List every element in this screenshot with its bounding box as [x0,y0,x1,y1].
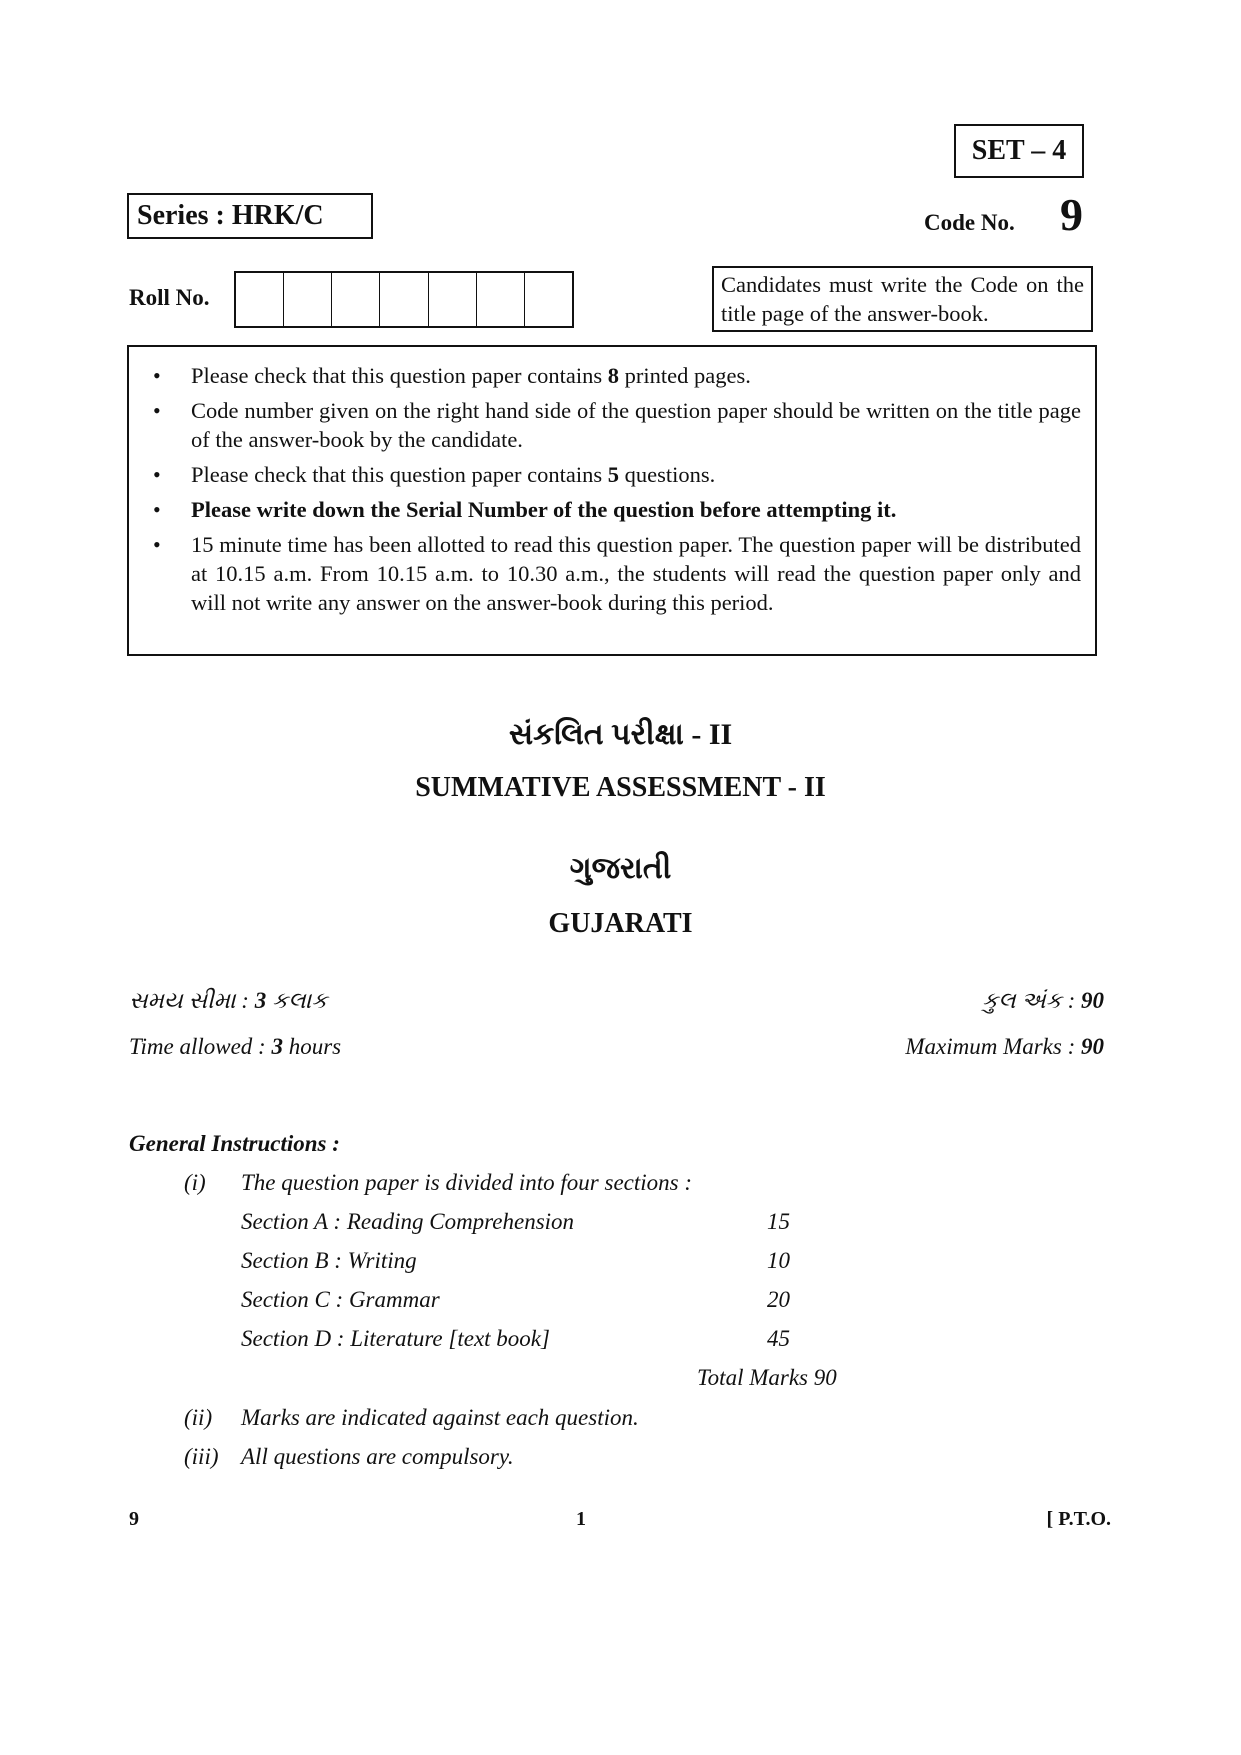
instruction-text: Marks are indicated against each question. [241,1405,639,1430]
roll-number-box[interactable] [477,273,525,326]
instructions-box [127,345,1097,656]
footer-code: 9 [129,1508,139,1530]
code-value: 9 [1060,189,1083,240]
set-label: SET – 4 [954,124,1084,178]
instruction-item: • Please check that this question paper contains 5 questions. [153,462,716,487]
subject-title-english: GUJARATI [548,908,693,939]
section-marks: 15 [767,1209,790,1234]
roll-number-box[interactable] [525,273,572,326]
time-allowed-gujarati: સમય સીમા : 3 કલાક [129,988,328,1013]
instructions-list [129,361,1081,617]
section-name: Section C : Grammar [241,1287,440,1312]
instruction-number: (ii) [184,1405,213,1430]
instruction-text: All questions are compulsory. [241,1444,514,1469]
section-marks: 10 [767,1248,790,1273]
general-instructions-heading: General Instructions : [129,1131,340,1156]
page-number: 1 [576,1508,586,1530]
section-name: Section B : Writing [241,1248,417,1273]
bullet-icon: • [153,363,161,388]
roll-number-box[interactable] [236,273,284,326]
roll-number-box[interactable] [380,273,428,326]
instruction-item: • 15 minute time has been allotted to read this question paper. The question paper will be distributed at 10.15 a.m. From 10.15 a.m. to 10.30 a.m., the students will read the question paper only and will not write any answer on the answer-book during this period. [153,532,1081,615]
subject-title-gujarati: ગુજરાતી [569,852,672,885]
code-label: Code No. [924,210,1015,235]
instruction-number: (iii) [184,1444,219,1469]
bullet-icon: • [153,398,161,423]
instruction-item: • Please write down the Serial Number of the question before attempting it. [153,497,897,522]
instruction-number: (i) [184,1170,206,1195]
max-marks-gujarati: કુલ અંક : 90 [981,988,1104,1013]
section-marks: 20 [767,1287,790,1312]
bullet-icon: • [153,462,161,487]
section-name: Section D : Literature [text book] [241,1326,550,1351]
roll-number-label: Roll No. [129,285,210,310]
section-name: Section A : Reading Comprehension [241,1209,575,1234]
instruction-item: • Please check that this question paper contains 8 printed pages. [153,363,751,388]
bullet-icon: • [153,532,161,557]
section-marks: 45 [767,1326,790,1351]
bullet-icon: • [153,497,161,522]
instruction-item: • Code number given on the right hand side of the question paper should be written on the title page of the answer-book by the candidate. [153,398,1081,452]
max-marks-english: Maximum Marks : 90 [905,1034,1104,1059]
series-label: Series : HRK/C [127,193,373,239]
roll-number-box[interactable] [429,273,477,326]
time-allowed-english: Time allowed : 3 hours [129,1034,342,1059]
pto-label: [ P.T.O. [1046,1508,1111,1530]
total-marks: Total Marks 90 [697,1365,837,1390]
exam-title-gujarati: સંકલિત પરીક્ષા - II [508,718,733,751]
instruction-text: The question paper is divided into four sections : [241,1170,693,1195]
exam-title-english: SUMMATIVE ASSESSMENT - II [415,772,826,803]
roll-number-boxes [234,271,574,328]
roll-number-box[interactable] [332,273,380,326]
roll-number-box[interactable] [284,273,332,326]
candidate-code-note: Candidates must write the Code on the title page of the answer-book. [712,266,1093,332]
